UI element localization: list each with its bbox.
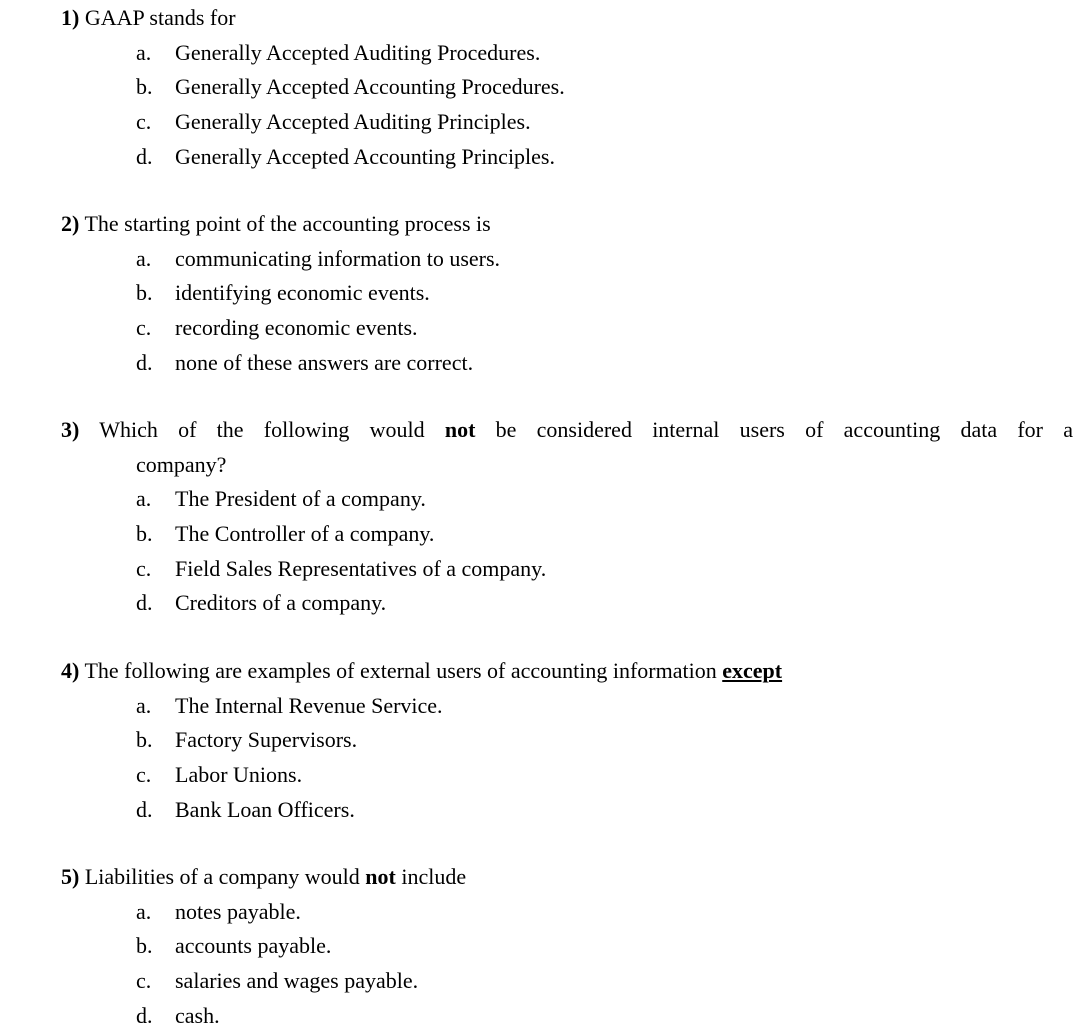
option-letter: a. [136,899,152,924]
option-b [136,521,434,547]
option-letter: d. [136,590,153,615]
option-letter: a. [136,246,152,271]
option-a [136,899,301,925]
option-a [136,40,540,66]
emphasis-text: not [365,864,396,889]
question-text: Liabilities of a company would [84,864,360,889]
option-a [136,693,443,719]
option-c [136,315,418,341]
question-text: be considered internal users of accounting data for a [495,417,1073,442]
option-letter: c. [136,109,152,134]
option-text: none of these answers are correct. [175,350,474,375]
option-letter: b. [136,933,153,958]
option-d [136,350,473,376]
emphasis-text: not [444,417,476,442]
option-text: accounts payable. [175,933,332,958]
question-text: include [401,864,467,889]
option-text: Field Sales Representatives of a company. [175,556,547,581]
question-number: 1) [61,5,80,30]
emphasis-text: except [722,658,783,683]
option-b [136,280,430,306]
option-text: notes payable. [175,899,301,924]
option-letter: b. [136,727,153,752]
option-text: Generally Accepted Auditing Procedures. [175,40,541,65]
option-letter: a. [136,40,152,65]
option-letter: c. [136,556,152,581]
option-c [136,556,546,582]
option-text: Labor Unions. [175,762,303,787]
option-text: Factory Supervisors. [175,727,358,752]
question-stem-continuation: company? [136,452,227,477]
option-b [136,74,565,100]
option-a [136,246,500,272]
option-text: The Internal Revenue Service. [175,693,443,718]
question-text: GAAP stands for [84,5,236,30]
option-d [136,144,555,170]
question-stem [61,211,491,237]
option-text: identifying economic events. [175,280,430,305]
option-letter: d. [136,350,153,375]
option-letter: a. [136,486,152,511]
question-stem [61,658,782,684]
option-text: cash. [175,1003,220,1028]
question-text: The starting point of the accounting process is [84,211,491,236]
option-d [136,797,355,823]
option-letter: b. [136,521,153,546]
option-text: Generally Accepted Accounting Procedures. [175,74,565,99]
option-letter: c. [136,315,152,340]
option-text: recording economic events. [175,315,418,340]
question-stem [61,864,466,890]
option-d [136,1003,220,1029]
question-stem [61,417,1073,443]
option-letter: c. [136,762,152,787]
option-text: Creditors of a company. [175,590,387,615]
question-number: 3) [61,417,80,442]
question-text: The following are examples of external users of accounting information [84,658,717,683]
option-text: The Controller of a company. [175,521,435,546]
option-letter: a. [136,693,152,718]
option-text: salaries and wages payable. [175,968,419,993]
question-stem [61,5,236,31]
option-b [136,933,331,959]
question-number: 4) [61,658,80,683]
option-text: Generally Accepted Auditing Principles. [175,109,531,134]
option-text: Generally Accepted Accounting Principles. [175,144,555,169]
question-number: 5) [61,864,80,889]
option-a [136,486,426,512]
option-b [136,727,357,753]
option-letter: c. [136,968,152,993]
option-text: The President of a company. [175,486,426,511]
option-d [136,590,386,616]
question-text: Which of the following would [99,417,425,442]
option-c [136,968,418,994]
option-letter: b. [136,280,153,305]
option-letter: d. [136,144,153,169]
option-letter: b. [136,74,153,99]
option-letter: d. [136,797,153,822]
option-c [136,109,531,135]
question-number: 2) [61,211,80,236]
option-text: Bank Loan Officers. [175,797,355,822]
option-letter: d. [136,1003,153,1028]
option-text: communicating information to users. [175,246,501,271]
option-c [136,762,302,788]
